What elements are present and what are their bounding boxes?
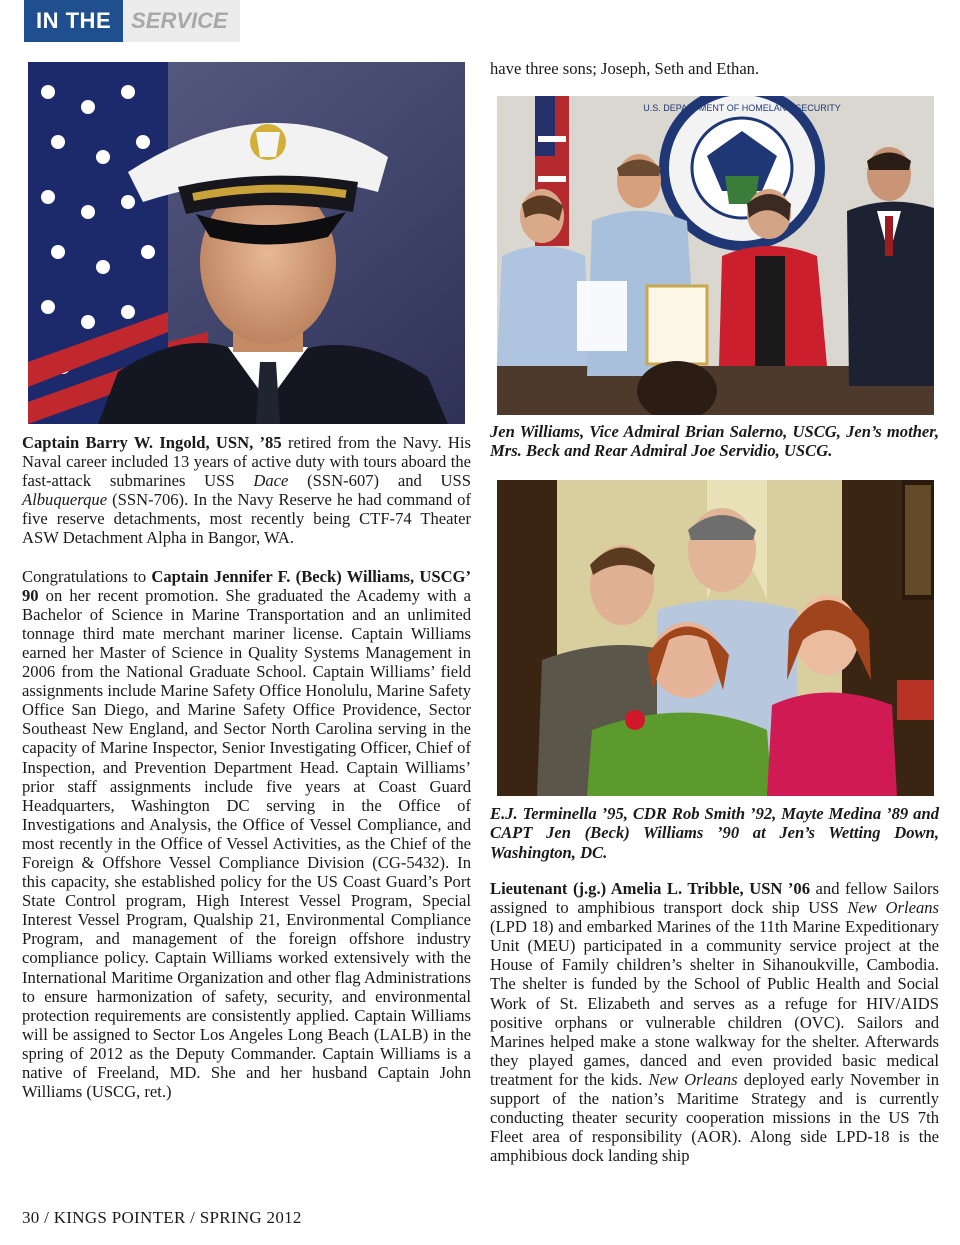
portrait-photo [28, 62, 465, 424]
tribble-name: Lieutenant (j.g.) Amelia L. Tribble, USN ’06 [490, 879, 811, 898]
group-photo [497, 480, 934, 796]
williams-paragraph [22, 567, 471, 1102]
tribble-text-b: (LPD 18) and embarked Marines of the 11th Marine Expeditionary Unit (MEU) participated in a community service project at the House of Family children’s shelter in Sihanoukville, Cambodia. The shelter is funded by the School of Public Health and Social Work of St. Elizabeth and serves as a refuge for HIV/AIDS positive orphans or vulnerable children (OVC). Sailors and Marines helped make a stone walkway for the shelter. Afterwards they played games, danced and even provided basic medical treatment for the kids. [490, 917, 939, 1089]
ingold-name: Captain Barry W. Ingold, USN, ’85 [22, 433, 282, 452]
seal-text: U.S. DEPARTMENT OF HOMELAND SECURITY [643, 103, 841, 113]
ship-new-orleans-2: New Orleans [648, 1069, 738, 1089]
ceremony-photo [497, 96, 934, 415]
ingold-text-b: (SSN-607) and USS [288, 471, 471, 491]
left-column-text [22, 433, 471, 1101]
tribble-text-a: and fellow Sailors assigned to amphibious transport dock ship USS [490, 879, 939, 918]
ship-dace: Dace [253, 471, 289, 491]
ship-new-orleans: New Orleans [847, 898, 939, 918]
ingold-text-a: retired from the Navy. His Naval career included 13 years of active duty with tours aboard the fast-attack submarines USS [22, 433, 471, 491]
tribble-text [490, 879, 939, 1165]
tribble-text-c: deployed early November in support of the nation’s Maritime Strategy and is currently conducting theater security cooperation missions in the US 7th Fleet area of responsibility (AOR). Along side LPD-18 is the amphibious dock landing ship [490, 1069, 939, 1166]
section-sublabel: SERVICE [123, 0, 240, 42]
ceremony-illustration [497, 96, 934, 415]
section-header [24, 0, 240, 42]
section-label: IN THE [24, 0, 123, 42]
ingold-paragraph [22, 433, 471, 548]
continuation-text [490, 59, 939, 78]
group-illustration [497, 480, 934, 796]
tribble-paragraph [490, 879, 939, 1165]
continuation-line: have three sons; Joseph, Seth and Ethan. [490, 59, 760, 78]
williams-text: on her recent promotion. She graduated the Academy with a Bachelor of Science in Marine Transportation and an unlimited tonnage third mate merchant mariner license. Captain Williams earned her Master of Science in Quality Systems Management in 2006 from the National Graduate School. Captain Williams’ field assignments include Marine Safety Office Honolulu, Marine Safety Office San Diego, and Marine Safety Office Providence, Sector Southeast New England, and Sector North Carolina serving in the capacity of Marine Inspector, Senior Investigating Officer, Chief of Inspection, and Prevention Department Head. Captain Williams’ prior staff assignments include five years at Coast Guard Headquarters, Washington DC serving in the Office of Investigations and Analysis, the Office of Vessel Compliance, and most recently in the Office of Vessel Activities, as the Chief of the Foreign & Offshore Vessel Compliance Division (CG-5432). In this capacity, she established policy for the US Coast Guard’s Port State Control program, High Interest Vessel Program, Special Interest Vessel Program, Qualship 21, Environmental Compliance Program, and management of the foreign offshore industry compliance policy. Captain Williams worked extensively with the International Maritime Organization and other flag Administrations to ensure harmonization of safety, security, and environmental protection requirements are consistently applied. Captain Williams will be assigned to Sector Los Angeles Long Beach (LALB) in the spring of 2012 as the Deputy Commander. Captain Williams is a native of Freeland, MD. She and her husband Captain John Williams (USCG, ret.) [22, 585, 471, 1102]
page-footer: 30 / KINGS POINTER / SPRING 2012 [22, 1208, 302, 1227]
ingold-text-c: (SSN-706). In the Navy Reserve he had command of five reserve detachments, most recently being CTF-74 Theater ASW Detachment Alpha in Bangor, WA. [22, 490, 471, 548]
portrait-illustration [28, 62, 465, 424]
ship-albuquerque: Albuquerque [22, 490, 108, 510]
williams-lead: Congratulations to [22, 566, 152, 586]
williams-name: Captain Jennifer F. (Beck) Williams, USCG’ 90 [22, 566, 471, 605]
ceremony-caption: Jen Williams, Vice Admiral Brian Salerno, USCG, Jen’s mother, Mrs. Beck and Rear Admiral Joe Servidio, USCG. [490, 422, 939, 461]
group-caption: E.J. Terminella ’95, CDR Rob Smith ’92, Mayte Medina ’89 and CAPT Jen (Beck) Williams ’90 at Jen’s Wetting Down, Washington, DC. [490, 804, 939, 862]
